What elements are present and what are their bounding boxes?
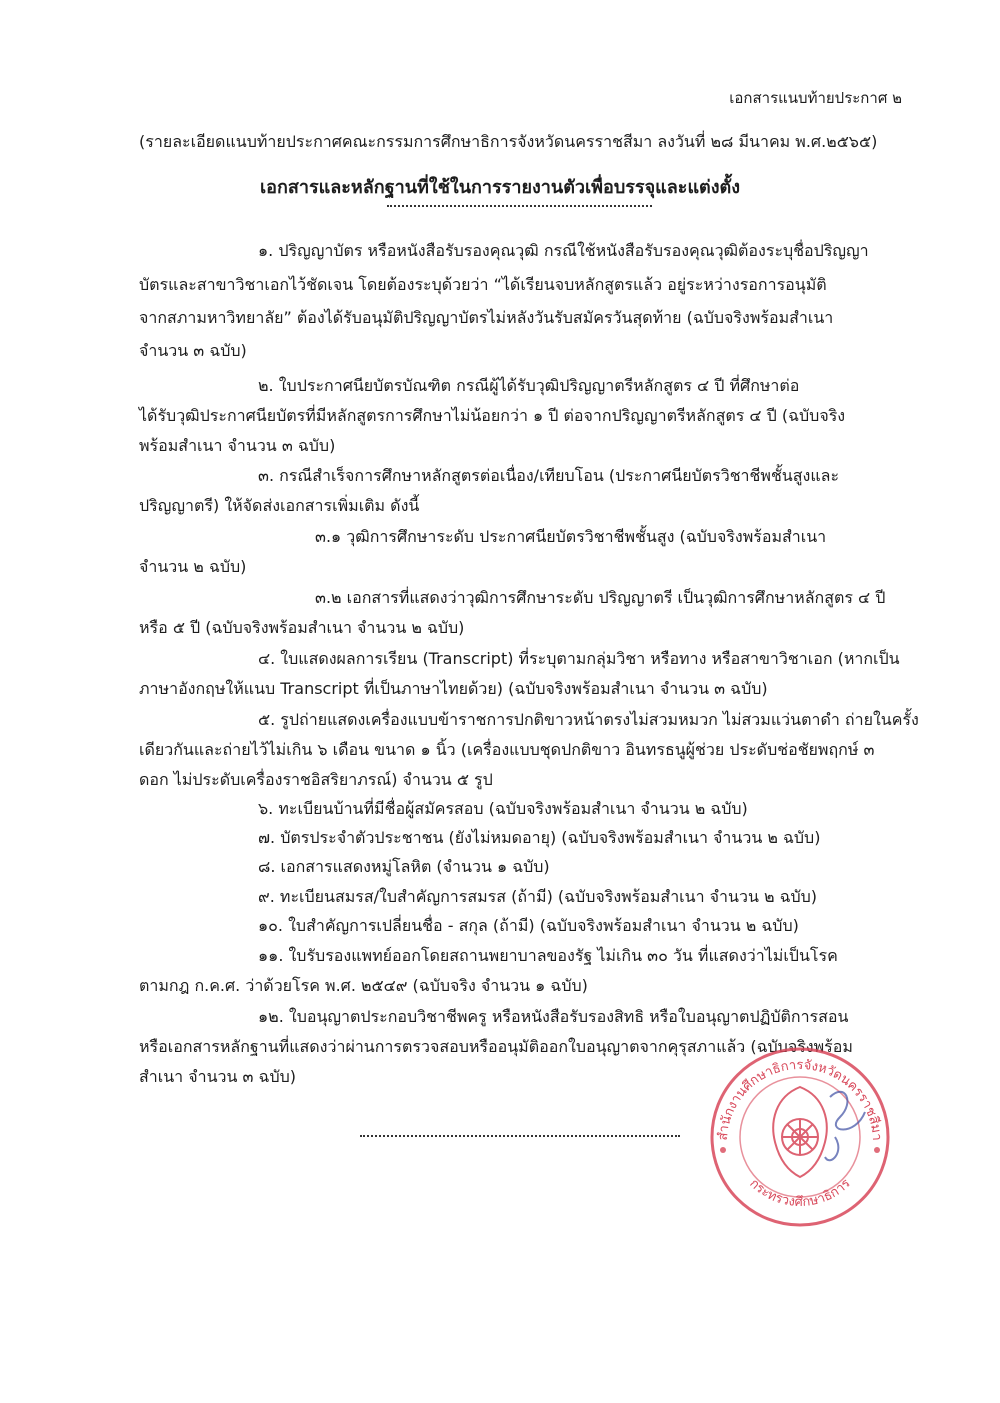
text-line: ๒. ใบประกาศนียบัตรบัณฑิต กรณีผู้ได้รับวุฒิปริญญาตรีหลักสูตร ๔ ปี ที่ศึกษาต่อ xyxy=(258,376,800,395)
attachment-reference: เอกสารแนบท้ายประกาศ ๒ xyxy=(729,89,902,107)
title-divider xyxy=(387,205,652,207)
text-line: ๑๐. ใบสำคัญการเปลี่ยนชื่อ - สกุล (ถ้ามี) (ฉบับจริงพร้อมสำเนา จำนวน ๒ ฉบับ) xyxy=(258,916,799,935)
end-divider xyxy=(360,1135,680,1137)
text-line: ๗. บัตรประจำตัวประชาชน (ยังไม่หมดอายุ) (ฉบับจริงพร้อมสำเนา จำนวน ๒ ฉบับ) xyxy=(258,828,821,847)
text-line: พร้อมสำเนา จำนวน ๓ ฉบับ) xyxy=(139,436,336,455)
text-line: ๑๑. ใบรับรองแพทย์ออกโดยสถานพยาบาลของรัฐ ไม่เกิน ๓๐ วัน ที่แสดงว่าไม่เป็นโรค xyxy=(258,946,838,965)
text-line: ๓.๑ วุฒิการศึกษาระดับ ประกาศนียบัตรวิชาชีพชั้นสูง (ฉบับจริงพร้อมสำเนา xyxy=(315,527,827,546)
text-line: สำเนา จำนวน ๓ ฉบับ) xyxy=(139,1067,297,1086)
text-line: ดอก ไม่ประดับเครื่องราชอิสริยาภรณ์) จำนวน ๕ รูป xyxy=(139,770,493,789)
text-line: ปริญญาตรี) ให้จัดส่งเอกสารเพิ่มเติม ดังนี้ xyxy=(139,496,420,515)
text-line: บัตรและสาขาวิชาเอกไว้ชัดเจน โดยต้องระบุด้วยว่า “ได้เรียนจบหลักสูตรแล้ว อยู่ระหว่างรอการอนุมัติ xyxy=(139,275,827,294)
seal-bottom-text: กระทรวงศึกษาธิการ xyxy=(746,1176,854,1211)
seal-top-text: สำนักงานศึกษาธิการจังหวัดนครราชสีมา xyxy=(715,1057,885,1142)
text-line: ภาษาอังกฤษให้แนบ Transcript ที่เป็นภาษาไทยด้วย) (ฉบับจริงพร้อมสำเนา จำนวน ๓ ฉบับ) xyxy=(139,679,768,698)
text-line: จากสภามหาวิทยาลัย” ต้องได้รับอนุมัติปริญญาบัตรไม่หลังวันรับสมัครวันสุดท้าย (ฉบับจริงพร้อมสำเนา xyxy=(139,308,834,327)
official-seal-stamp xyxy=(705,1042,895,1232)
text-line: ๑. ปริญญาบัตร หรือหนังสือรับรองคุณวุฒิ กรณีใช้หนังสือรับรองคุณวุฒิต้องระบุชื่อปริญญา xyxy=(258,241,869,260)
text-line: ๖. ทะเบียนบ้านที่มีชื่อผู้สมัครสอบ (ฉบับจริงพร้อมสำเนา จำนวน ๒ ฉบับ) xyxy=(258,799,748,818)
announcement-subtitle: (รายละเอียดแนบท้ายประกาศคณะกรรมการศึกษาธิการจังหวัดนครราชสีมา ลงวันที่ ๒๘ มีนาคม พ.ศ.๒๕๖๕) xyxy=(139,132,878,151)
text-line: ๔. ใบแสดงผลการเรียน (Transcript) ที่ระบุตามกลุ่มวิชา หรือทาง หรือสาขาวิชาเอก (หากเป็น xyxy=(258,649,900,668)
text-line: ๙. ทะเบียนสมรส/ใบสำคัญการสมรส (ถ้ามี) (ฉบับจริงพร้อมสำเนา จำนวน ๒ ฉบับ) xyxy=(258,887,818,906)
seal-emblem-icon xyxy=(773,1087,826,1177)
text-line: ๑๒. ใบอนุญาตประกอบวิชาชีพครู หรือหนังสือรับรองสิทธิ หรือใบอนุญาตปฏิบัติการสอน xyxy=(258,1007,849,1026)
text-line: จำนวน ๒ ฉบับ) xyxy=(139,557,247,576)
document-title: เอกสารและหลักฐานที่ใช้ในการรายงานตัวเพื่อบรรจุและแต่งตั้ง xyxy=(259,177,740,198)
text-line: จำนวน ๓ ฉบับ) xyxy=(139,341,247,360)
text-line: ตามกฎ ก.ค.ศ. ว่าด้วยโรค พ.ศ. ๒๕๔๙ (ฉบับจริง จำนวน ๑ ฉบับ) xyxy=(139,976,588,995)
text-line: หรือเอกสารหลักฐานที่แสดงว่าผ่านการตรวจสอบหรืออนุมัติออกใบอนุญาตจากคุรุสภาแล้ว (ฉบับจริงพร้อม xyxy=(139,1037,853,1056)
text-line: เดียวกันและถ่ายไว้ไม่เกิน ๖ เดือน ขนาด ๑ นิ้ว (เครื่องแบบชุดปกติขาว อินทรธนูผู้ช่วย ประดับช่อชัยพฤกษ์ ๓ xyxy=(139,740,875,759)
text-line: ได้รับวุฒิประกาศนียบัตรที่มีหลักสูตรการศึกษาไม่น้อยกว่า ๑ ปี ต่อจากปริญญาตรีหลักสูตร ๔ ปี (ฉบับจริง xyxy=(139,406,846,425)
text-line: ๘. เอกสารแสดงหมู่โลหิต (จำนวน ๑ ฉบับ) xyxy=(258,857,550,876)
text-line: ๓. กรณีสำเร็จการศึกษาหลักสูตรต่อเนื่อง/เทียบโอน (ประกาศนียบัตรวิชาชีพชั้นสูงและ xyxy=(258,466,840,485)
text-line: ๓.๒ เอกสารที่แสดงว่าวุฒิการศึกษาระดับ ปริญญาตรี เป็นวุฒิการศึกษาหลักสูตร ๔ ปี xyxy=(315,588,886,607)
text-line: หรือ ๕ ปี (ฉบับจริงพร้อมสำเนา จำนวน ๒ ฉบับ) xyxy=(139,618,465,637)
text-line: ๕. รูปถ่ายแสดงเครื่องแบบข้าราชการปกติขาวหน้าตรงไม่สวมหมวก ไม่สวมแว่นตาดำ ถ่ายในครั้ง xyxy=(258,710,919,729)
